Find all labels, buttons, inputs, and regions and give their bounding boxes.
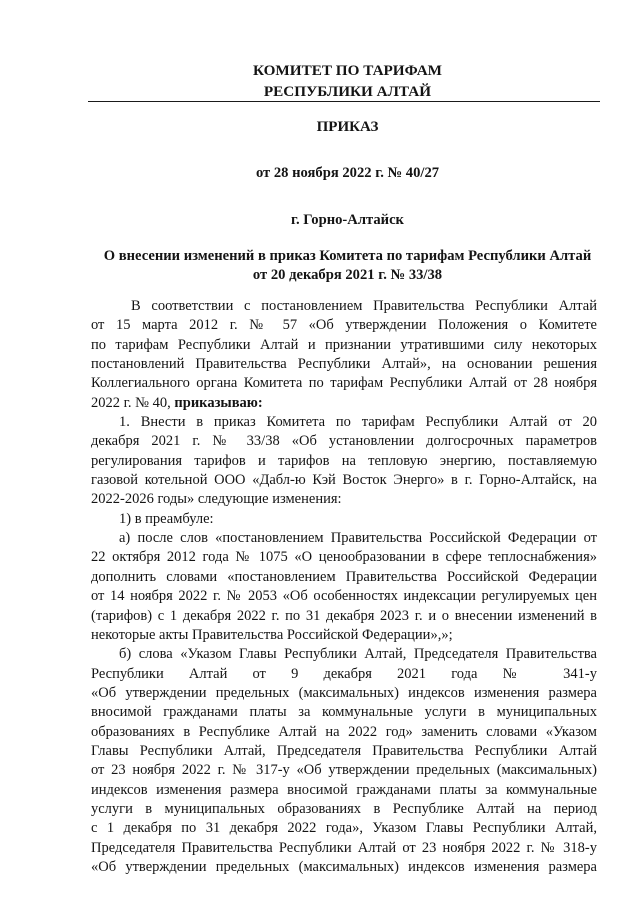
body-line: некоторые акты Правительства Российской Федерации»,»; [91, 626, 453, 643]
subject-line-1: О внесении изменений в приказ Комитета по тарифам Республики Алтай [103, 248, 592, 264]
body-line: «Об утверждении предельных (максимальных) индексов изменения размера [91, 858, 597, 875]
body-line: вносимой гражданами платы за коммунальные услуги в муниципальных [91, 704, 597, 721]
issuer-line-2: РЕСПУБЛИКИ АЛТАЙ [263, 83, 432, 100]
body-line: по тарифам Республики Алтай и признании утратившими силу некоторых [91, 336, 597, 353]
body-line: «Об утверждении предельных (максимальных) индексов изменения размера [91, 684, 597, 701]
body-line: от 14 ноября 2022 г. № 2053 «Об особенностях индексации регулируемых цен [91, 588, 597, 605]
body-line: декабря 2021 г. № 33/38 «Об установлении долгосрочных параметров [91, 433, 597, 450]
subject-line-2: от 20 декабря 2021 г. № 33/38 [252, 267, 443, 283]
body-line: Коллегиального органа Комитета по тарифам Республики Алтай от 28 ноября [91, 375, 597, 392]
body-line: индексов изменения размера вносимой гражданами платы за коммунальные [91, 781, 597, 798]
body-line: газовой котельной ООО «Дабл-ю Кэй Восток Энерго» в г. Горно-Алтайск, на [91, 472, 597, 489]
body-line: от 23 ноября 2022 г. № 317-у «Об утверждении предельных (максимальных) [91, 762, 597, 779]
body-line: Главы Республики Алтай, Председателя Правительства Республики Алтай [91, 742, 597, 759]
body-line: 22 октября 2012 года № 1075 «О ценообразовании в сфере теплоснабжения» [91, 549, 597, 566]
issuer-header [90, 60, 605, 102]
body-line [91, 394, 597, 413]
order-city: г. Горно-Алтайск [291, 212, 404, 228]
body-line: (тарифов) с 1 декабря 2022 г. по 31 декабря 2023 г. и о внесении изменений в [91, 607, 597, 624]
body-line: а) после слов «постановлением Правительства Российской Федерации от [119, 530, 597, 547]
document-body [91, 297, 597, 877]
body-line: 2022-2026 годы» следующие изменения: [91, 491, 342, 508]
body-line: б) слова «Указом Главы Республики Алтай, Председателя Правительства [119, 646, 597, 663]
body-line: Республики Алтай от 9 декабря 2021 года № 341-у [91, 665, 597, 682]
document-type: ПРИКАЗ [316, 119, 379, 135]
body-line: дополнить словами «постановлением Правительства Российской Федерации [91, 568, 597, 585]
issuer-line-1: КОМИТЕТ ПО ТАРИФАМ [252, 62, 443, 79]
body-line: 1. Внести в приказ Комитета по тарифам Республики Алтай от 20 [119, 414, 597, 431]
body-line: регулирования тарифов и тарифов на тепловую энергию, поставляемую [91, 452, 597, 469]
header-divider [88, 101, 600, 102]
body-line: постановлений Правительства Республики Алтай», на основании решения [91, 356, 597, 373]
body-line: с 1 декабря по 31 декабря 2022 года», Указом Главы Республики Алтай, [91, 820, 597, 837]
decree-word: приказываю: [174, 394, 263, 411]
body-line: Председателя Правительства Республики Алтай от 23 ноября 2022 г. № 318-у [91, 839, 597, 856]
preamble-end-text: 2022 г. № 40, [91, 394, 175, 411]
body-line: 1) в преамбуле: [119, 510, 214, 527]
order-subject [90, 247, 605, 285]
body-line: от 15 марта 2012 г. № 57 «Об утверждении Положения о Комитете [91, 317, 597, 334]
body-line: образованиях в Республике Алтай на 2022 год» заменить словами «Указом [91, 723, 597, 740]
order-date-number: от 28 ноября 2022 г. № 40/27 [255, 165, 440, 181]
body-line: услуги в муниципальных образованиях в Республике Алтай на период [91, 800, 597, 817]
body-line: В соответствии с постановлением Правительства Республики Алтай [131, 298, 597, 314]
